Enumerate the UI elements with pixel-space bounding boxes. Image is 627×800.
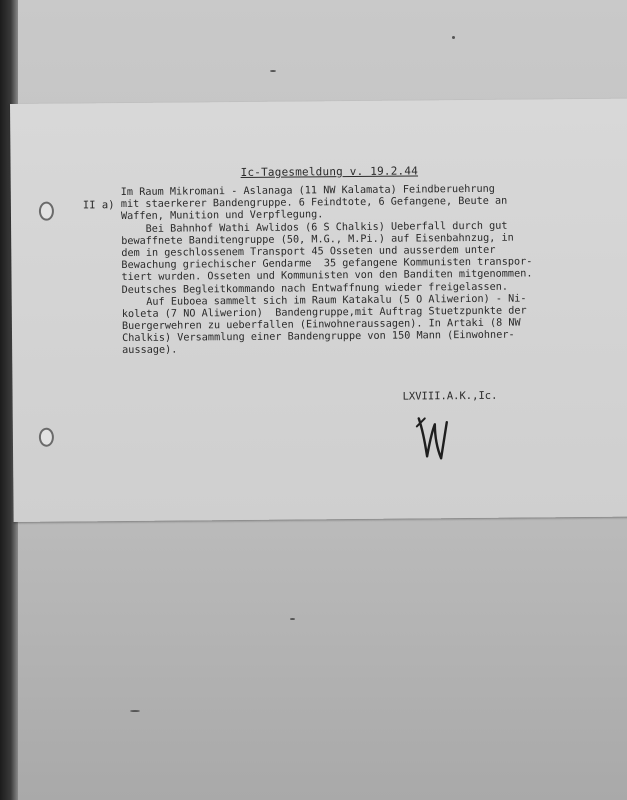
punch-hole-bottom	[39, 428, 54, 447]
body-line-1: Im Raum Mikromani - Aslanaga (11 NW Kalamata) Feindberuehrung	[120, 183, 495, 199]
paper-speck	[270, 70, 276, 72]
punch-hole-top	[39, 202, 54, 221]
body-line-7: Bewachung griechischer Gendarme 35 gefangene Kommunisten transpor-	[121, 256, 533, 272]
body-line-4: Bei Bahnhof Wathi Awlidos (6 S Chalkis) Ueberfall durch gut	[121, 220, 508, 235]
handwritten-initials-graphic	[413, 412, 453, 462]
body-line-2: mit staerkerer Bandengruppe. 6 Feindtote, 6 Gefangene, Beute an	[120, 195, 508, 211]
paper-speck	[452, 36, 455, 39]
handwritten-initials	[413, 412, 453, 466]
body-line-6: dem in geschlossenem Transport 45 Osseten und ausserdem unter	[121, 244, 496, 259]
body-line-10: Auf Euboea sammelt sich im Raum Katakalu (5 O Aliwerion) - Ni-	[121, 293, 527, 308]
body-line-3: Waffen, Munition und Verpflegung.	[120, 209, 324, 223]
body-line-9: Deutsches Begleitkommando nach Entwaffnung wieder freigelassen.	[121, 281, 509, 296]
report-body	[121, 183, 622, 358]
section-label: II a)	[82, 199, 115, 212]
body-line-14: aussage).	[122, 344, 178, 357]
body-line-12: Buergerwehren zu ueberfallen (Einwohneraussagen). In Artaki (8 NW	[121, 317, 521, 333]
paper-speck	[130, 710, 140, 712]
document-title: Ic-Tagesmeldung v. 19.2.44	[240, 164, 419, 179]
paper-speck	[290, 618, 295, 620]
body-line-8: tiert wurden. Osseten und Kommunisten von den Banditen mitgenommen.	[121, 268, 533, 284]
body-line-5: bewaffnete Banditengruppe (50, M.G., M.Pi.) auf Eisenbahnzug, in	[121, 232, 514, 247]
body-line-13: Chalkis) Versammlung einer Bandengruppe von 150 Mann (Einwohner-	[122, 329, 515, 345]
signature-line: LXVIII.A.K.,Ic.	[402, 389, 498, 403]
body-line-11: koleta (7 NO Aliwerion) Bandengruppe,mit Auftrag Stuetzpunkte der	[121, 305, 527, 320]
document-page	[10, 99, 627, 522]
